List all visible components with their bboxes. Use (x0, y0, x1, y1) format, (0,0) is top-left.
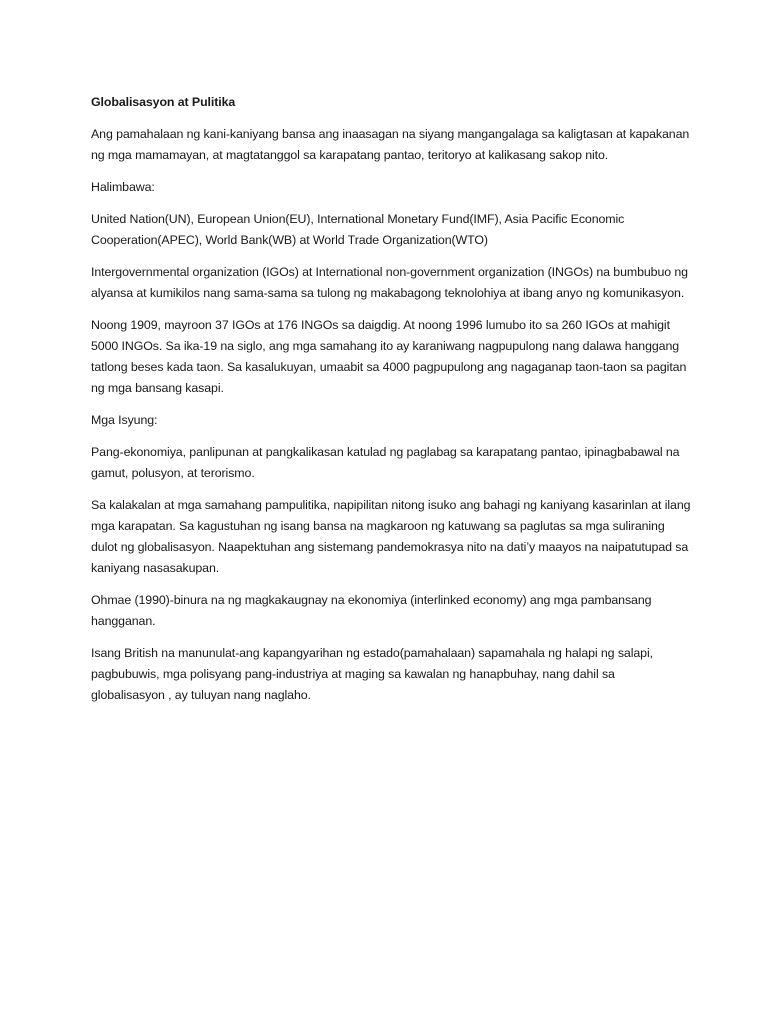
paragraph-igos-ingos: Intergovernmental organization (IGOs) at International non-government organization (INGOs) na bumbubuo ng alyansa at kumikilos nang sama-sama sa tulong ng makabagong teknolohiya at ibang anyo ng komunikasyon. (91, 265, 688, 300)
document-body (91, 92, 691, 717)
paragraph-issues: Pang-ekonomiya, panlipunan at pangkalikasan katulad ng paglabag sa karapatang pantao, ipinagbabawal na gamut, polusyon, at terorismo. (91, 445, 680, 480)
paragraph-halimbawa-heading: Halimbawa: (91, 180, 155, 194)
paragraph-sovereignty: Sa kalakalan at mga samahang pampulitika, napipilitan nitong isuko ang bahagi ng kaniyang kasarinlan at ilang mga karapatan. Sa kagustuhan ng isang bansa na magkaroon ng katuwang sa paglutas sa mga suliraning dulot ng globalisasyon. Naapektuhan ang sistemang pandemokrasya nito na dati’y maayos na naipatutupad sa kaniyang nasasakupan. (91, 498, 691, 575)
paragraph-british-writer: Isang British na manunulat-ang kapangyarihan ng estado(pamahalaan) sapamahala ng halapi ng salapi, pagbubuwis, mga polisyang pang-industriya at maging sa kawalan ng hanapbuhay, nang dahil sa globalisasyon , ay tuluyan nang naglaho. (91, 646, 653, 702)
document-title: Globalisasyon at Pulitika (91, 95, 236, 109)
paragraph-ohmae: Ohmae (1990)-binura na ng magkakaugnay na ekonomiya (interlinked economy) ang mga pambansang hangganan. (91, 593, 652, 628)
paragraph-intro: Ang pamahalaan ng kani-kaniyang bansa ang inaasagan na siyang mangangalaga sa kaligtasan at kapakanan ng mga mamamayan, at magtatanggol sa karapatang pantao, teritoryo at kalikasang sakop nito. (91, 127, 690, 162)
paragraph-history: Noong 1909, mayroon 37 IGOs at 176 INGOs sa daigdig. At noong 1996 lumubo ito sa 260 IGOs at mahigit 5000 INGOs. Sa ika-19 na siglo, ang mga samahang ito ay karaniwang nagpupulong nang dalawa hanggang tatlong beses kada taon. Sa kasalukuyan, umaabit sa 4000 pagpupulong ang nagaganap taon-taon sa pagitan ng mga bansang kasapi. (91, 318, 687, 395)
paragraph-organizations-list: United Nation(UN), European Union(EU), International Monetary Fund(IMF), Asia Pacific Economic Cooperation(APEC), World Bank(WB) at World Trade Organization(WTO) (91, 212, 625, 247)
paragraph-isyung-heading: Mga Isyung: (91, 413, 158, 427)
